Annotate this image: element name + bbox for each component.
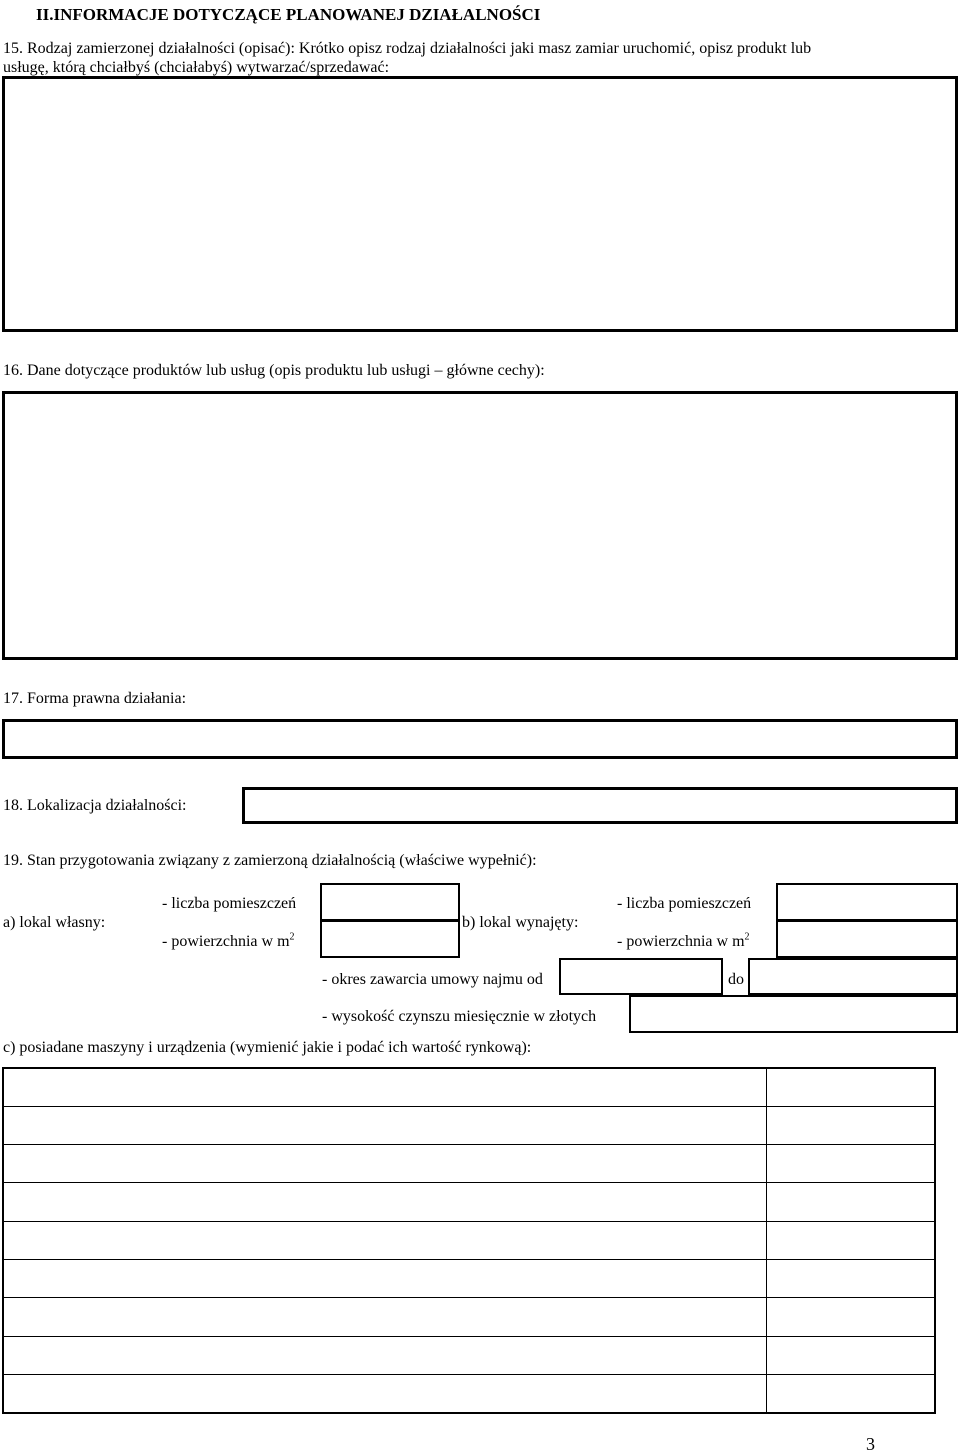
table-row — [3, 1145, 935, 1183]
machine-value-cell[interactable] — [767, 1068, 936, 1106]
page-number: 3 — [866, 1434, 875, 1454]
q15-label-line1: 15. Rodzaj zamierzonej działalności (opisać): Krótko opisz rodzaj działalności jaki masz zamiar uruchomić, opisz produkt lub — [3, 40, 812, 57]
machine-value-cell[interactable] — [767, 1336, 936, 1374]
machine-name-cell[interactable] — [3, 1375, 767, 1413]
rent-field[interactable] — [629, 995, 958, 1033]
machine-name-cell[interactable] — [3, 1221, 767, 1259]
table-row — [3, 1106, 935, 1144]
machine-value-cell[interactable] — [767, 1145, 936, 1183]
table-row — [3, 1183, 935, 1221]
machine-value-cell[interactable] — [767, 1183, 936, 1221]
machine-value-cell[interactable] — [767, 1298, 936, 1336]
machine-value-cell[interactable] — [767, 1260, 936, 1298]
table-row — [3, 1221, 935, 1259]
machine-name-cell[interactable] — [3, 1260, 767, 1298]
machine-value-cell[interactable] — [767, 1375, 936, 1413]
machine-value-cell[interactable] — [767, 1106, 936, 1144]
table-row — [3, 1336, 935, 1374]
machine-name-cell[interactable] — [3, 1298, 767, 1336]
machine-name-cell[interactable] — [3, 1068, 767, 1106]
lease-from-field[interactable] — [559, 958, 723, 995]
rented-area-label: - powierzchnia w $m^2$ — [617, 931, 750, 950]
q15-label-line2: usługę, którą chciałbyś (chciałabyś) wytwarzać/sprzedawać: — [3, 59, 390, 76]
machines-table — [2, 1067, 936, 1414]
rented-premises-label: b) lokal wynajęty: — [462, 914, 579, 931]
q16-answer-box[interactable] — [2, 391, 958, 660]
rented-area-field[interactable] — [776, 920, 958, 958]
q16-label: 16. Dane dotyczące produktów lub usług (opis produktu lub usługi – główne cechy): — [3, 362, 545, 379]
table-row — [3, 1298, 935, 1336]
own-rooms-field[interactable] — [320, 883, 460, 921]
own-premises-label: a) lokal własny: — [3, 914, 106, 931]
table-row — [3, 1260, 935, 1298]
machine-name-cell[interactable] — [3, 1106, 767, 1144]
q18-label: 18. Lokalizacja działalności: — [3, 797, 187, 814]
lease-to-field[interactable] — [748, 958, 958, 995]
lease-from-label: - okres zawarcia umowy najmu od — [322, 971, 543, 988]
q17-answer-box[interactable] — [2, 719, 958, 759]
q19-label: 19. Stan przygotowania związany z zamierzoną działalnością (właściwe wypełnić): — [3, 852, 537, 869]
own-rooms-label: - liczba pomieszczeń — [162, 895, 297, 912]
own-area-field[interactable] — [320, 920, 460, 958]
q15-answer-box[interactable] — [2, 76, 958, 332]
rent-label: - wysokość czynszu miesięcznie w złotych — [322, 1008, 597, 1025]
rented-rooms-field[interactable] — [776, 883, 958, 921]
q17-label: 17. Forma prawna działania: — [3, 690, 187, 707]
rented-rooms-label: - liczba pomieszczeń — [617, 895, 752, 912]
machines-label: c) posiadane maszyny i urządzenia (wymienić jakie i podać ich wartość rynkową): — [3, 1039, 532, 1056]
lease-to-label: do — [728, 971, 744, 988]
machine-name-cell[interactable] — [3, 1336, 767, 1374]
own-area-label: - powierzchnia w $m^2$ — [162, 931, 295, 950]
machine-name-cell[interactable] — [3, 1145, 767, 1183]
q18-answer-box[interactable] — [242, 787, 958, 824]
table-row — [3, 1375, 935, 1413]
section-heading: II.INFORMACJE DOTYCZĄCE PLANOWANEJ DZIAŁALNOŚCI — [36, 5, 541, 24]
machine-value-cell[interactable] — [767, 1221, 936, 1259]
table-row — [3, 1068, 935, 1106]
machine-name-cell[interactable] — [3, 1183, 767, 1221]
